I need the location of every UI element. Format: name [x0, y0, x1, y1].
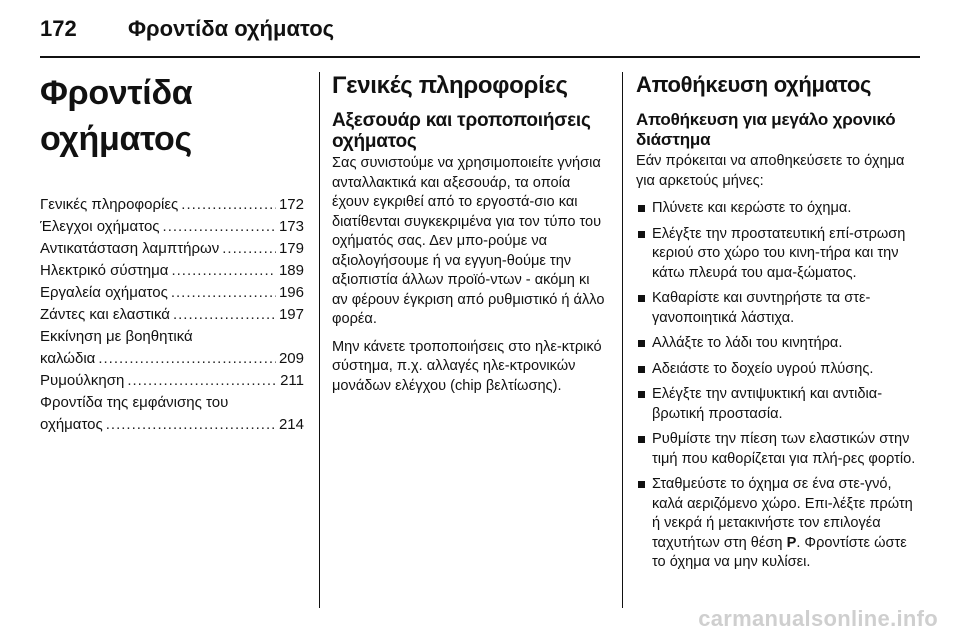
general-info-column: [332, 70, 608, 404]
bullet-square-icon: [638, 205, 645, 212]
toc-column: [40, 70, 304, 436]
bullet-square-icon: [638, 231, 645, 238]
list-item: Ελέγξτε την αντιψυκτική και αντιδια-βρωτική προστασία.: [636, 385, 920, 424]
gear-position-label: P: [786, 534, 797, 551]
toc-page: 211: [280, 372, 304, 389]
bullet-square-icon: [638, 436, 645, 443]
list-item: Ελέγξτε την προστατευτική επί-στρωση κεριού στο χώρο του κινη-τήρα και την κάτω πλευρά του αμα-ξώματος.: [636, 225, 920, 284]
toc-item[interactable]: [40, 370, 304, 392]
toc-item[interactable]: [40, 326, 304, 370]
list-item: Καθαρίστε και συντηρήστε τα στε-γανοποιητικά λάστιχα.: [636, 289, 920, 328]
toc-item[interactable]: [40, 194, 304, 216]
toc-label-line2: καλώδια: [40, 350, 96, 367]
toc-label-line2: οχήματος: [40, 416, 103, 433]
watermark: carmanualsonline.info: [698, 606, 938, 631]
toc-item[interactable]: [40, 260, 304, 282]
toc-item[interactable]: [40, 216, 304, 238]
column-divider-1: [319, 72, 320, 608]
toc-label: Εργαλεία οχήματος: [40, 284, 168, 301]
chapter-title: Φροντίδα οχήματος: [40, 74, 193, 158]
toc-item[interactable]: [40, 392, 304, 436]
toc-page: 209: [278, 350, 304, 367]
toc-item[interactable]: [40, 282, 304, 304]
paragraph: Μην κάνετε τροποποιήσεις στο ηλε-κτρικό σύστημα, π.χ. αλλαγές ηλε-κτρονικών μονάδων ελέγχου (chip βελτίωσης).: [332, 338, 602, 394]
toc-label: Αντικατάσταση λαμπτήρων: [40, 240, 220, 257]
page-header: [40, 16, 920, 48]
section-title: Γενικές πληροφορίες: [332, 72, 568, 99]
toc-page: 173: [278, 218, 304, 235]
page-number: 172: [40, 16, 77, 41]
toc-label: Γενικές πληροφορίες: [40, 196, 179, 213]
toc-label: Έλεγχοι οχήματος: [40, 218, 160, 235]
toc-page: 189: [278, 262, 304, 279]
subsection-title: Αποθήκευση για μεγάλο χρονικό διάστημα: [636, 110, 896, 149]
bullet-square-icon: [638, 340, 645, 347]
bullet-square-icon: [638, 295, 645, 302]
toc-item[interactable]: [40, 238, 304, 260]
toc-page: 172: [278, 196, 304, 213]
column-divider-2: [622, 72, 623, 608]
storage-column: [636, 70, 920, 579]
header-title: Φροντίδα οχήματος: [128, 16, 335, 41]
header-divider: [40, 56, 920, 58]
list-item: Αλλάξτε το λάδι του κινητήρα.: [636, 334, 920, 354]
list-item: Πλύνετε και κερώστε το όχημα.: [636, 199, 920, 219]
toc-label: Ηλεκτρικό σύστημα: [40, 262, 169, 279]
table-of-contents: [40, 194, 304, 436]
toc-item[interactable]: [40, 304, 304, 326]
toc-page: 197: [278, 306, 304, 323]
bullet-square-icon: [638, 391, 645, 398]
subsection-title: Αξεσουάρ και τροποποιήσεις οχήματος: [332, 110, 591, 152]
paragraph: Σας συνιστούμε να χρησιμοποιείτε γνήσια ανταλλακτικά και αξεσουάρ, τα οποία έχουν εγκριθεί από το εργοστά-σιο και διατίθενται συγκεκριμένα για τον τύπο του οχήματός σας. Δεν μπο-ρούμε να αξιολογήσουμε ή να εγγυη-θούμε την αξιοπιστία άλλων προϊό-ντων - ακόμη κι αν φέρουν έγκριση από ρυθμιστικό ή άλλο φορέα.: [332, 155, 605, 327]
bullet-square-icon: [638, 366, 645, 373]
toc-label: Ρυμούλκηση: [40, 372, 125, 389]
storage-checklist: [636, 199, 920, 573]
list-item: Σταθμεύστε το όχημα σε ένα στε-γνό, καλά αεριζόμενο χώρο. Επι-λέξτε πρώτη ή νεκρά ή μετακινήστε τον επιλογέα ταχυτήτων στη θέση P. Φροντίστε ώστε το όχημα να μην κυλίσει.: [636, 475, 920, 573]
toc-page: 196: [278, 284, 304, 301]
toc-label-line1: Εκκίνηση με βοηθητικά: [40, 328, 193, 345]
toc-page: 214: [278, 416, 304, 433]
intro-paragraph: Εάν πρόκειται να αποθηκεύσετε το όχημα για αρκετούς μήνες:: [636, 153, 905, 189]
toc-page: 179: [278, 240, 304, 257]
toc-label-line1: Φροντίδα της εμφάνισης του: [40, 394, 229, 411]
bullet-square-icon: [638, 481, 645, 488]
section-title: Αποθήκευση οχήματος: [636, 72, 872, 97]
list-item: Αδειάστε το δοχείο υγρού πλύσης.: [636, 360, 920, 380]
list-item: Ρυθμίστε την πίεση των ελαστικών στην τιμή που καθορίζεται για πλή-ρες φορτίο.: [636, 430, 920, 469]
toc-label: Ζάντες και ελαστικά: [40, 306, 170, 323]
